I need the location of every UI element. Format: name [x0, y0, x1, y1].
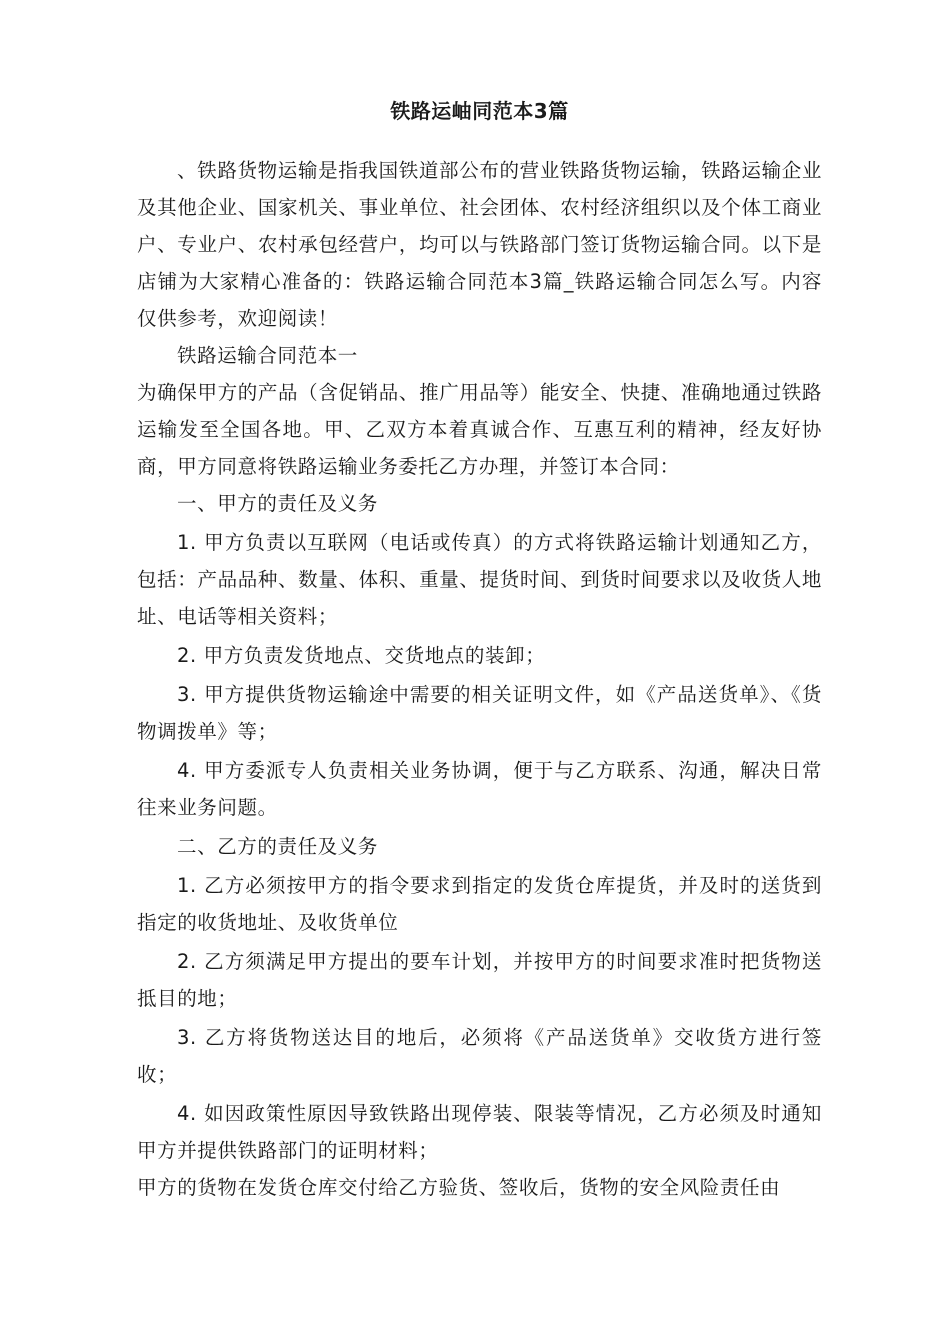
- clause-b3: 3. 乙方将货物送达目的地后，必须将《产品送货单》交收货方进行签收；: [137, 1026, 822, 1086]
- clause-a2: 2. 甲方负责发货地点、交货地点的装卸；: [177, 644, 546, 667]
- tail-paragraph: 甲方的货物在发货仓库交付给乙方验货、签收后，货物的安全风险责任由: [137, 1176, 781, 1199]
- clause-a3: 3. 甲方提供货物运输途中需要的相关证明文件，如《产品送货单》、《货物调拨单》等；: [137, 683, 822, 743]
- intro-paragraph: 、铁路货物运输是指我国铁道部公布的营业铁路货物运输，铁路运输企业及其他企业、国家机关、事业单位、社会团体、农村经济组织以及个体工商业户、专业户、农村承包经营户，均可以与铁路部门签订货物运输合同。以下是店铺为大家精心准备的：铁路运输合同范本3篇_铁路运输合同怎么写。内容仅供参考，欢迎阅读！: [137, 159, 822, 330]
- clause-b2: 2. 乙方须满足甲方提出的要车计划，并按甲方的时间要求准时把货物送抵目的地；: [137, 950, 822, 1010]
- clause-b1: 1. 乙方必须按甲方的指令要求到指定的发货仓库提货，并及时的送货到指定的收货地址、及收货单位: [137, 874, 822, 934]
- document-title: 铁路运岫同范本3篇: [390, 99, 569, 123]
- clause-b4: 4. 如因政策性原因导致铁路出现停装、限装等情况，乙方必须及时通知甲方并提供铁路部门的证明材料；: [137, 1102, 822, 1162]
- clause-a4: 4. 甲方委派专人负责相关业务协调，便于与乙方联系、沟通，解决日常往来业务问题。: [137, 759, 822, 819]
- contract-heading-one: 铁路运输合同范本一: [177, 344, 358, 367]
- section-heading-party-b: 二、乙方的责任及义务: [177, 835, 379, 858]
- section-heading-party-a: 一、甲方的责任及义务: [177, 492, 379, 515]
- preamble-paragraph: 为确保甲方的产品（含促销品、推广用品等）能安全、快捷、准确地通过铁路运输发至全国各地。甲、乙双方本着真诚合作、互惠互利的精神，经友好协商，甲方同意将铁路运输业务委托乙方办理，并签订本合同：: [137, 381, 822, 478]
- clause-a1: 1. 甲方负责以互联网（电话或传真）的方式将铁路运输计划通知乙方，包括：产品品种、数量、体积、重量、提货时间、到货时间要求以及收货人地址、电话等相关资料；: [137, 531, 822, 628]
